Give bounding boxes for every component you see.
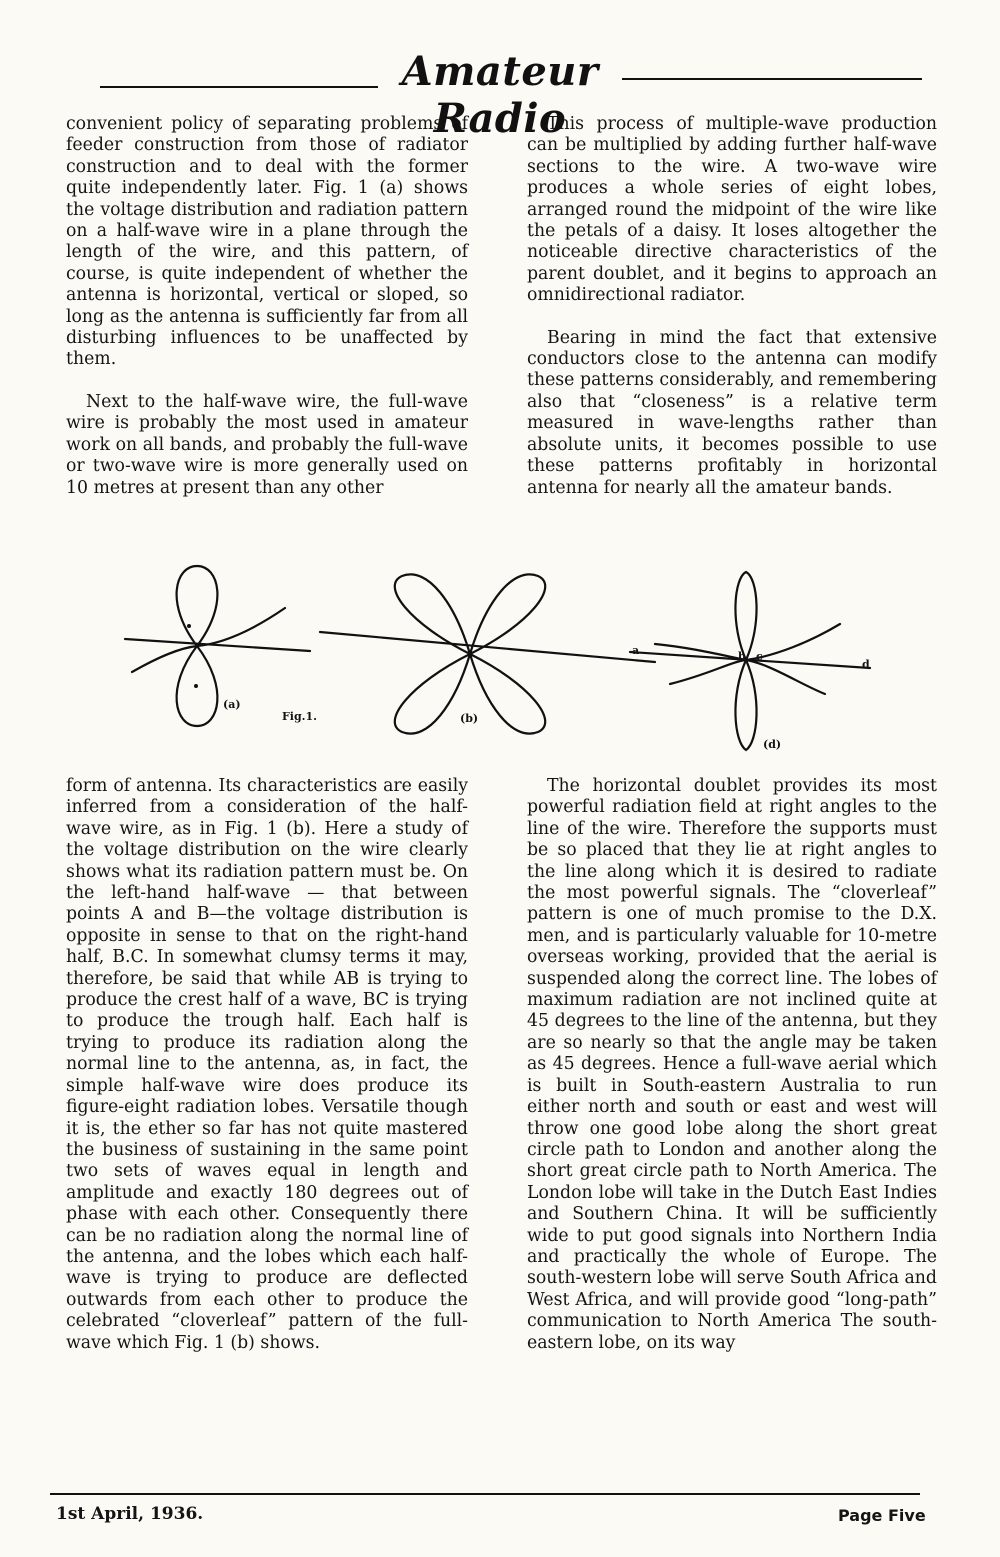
point-label-a: a (632, 644, 640, 657)
paragraph: Next to the half-wave wire, the full-wave wire is probably the most used in amateur work on all bands, and probably the full-wave or two-wave wire is more generally used on 10 metres at present than any other (66, 391, 468, 498)
lobe (177, 566, 218, 646)
paragraph: This process of multiple-wave production can be multiplied by adding further half-wave sections to the wire. A two-wave wire produces a whole series of eight lobes, arranged round the midpoint of the wire like the petals of a daisy. It loses altogether the noticeable directive characteristics of the parent doublet, and it begins to approach an omnidirectional radiator. (527, 114, 937, 306)
figure-label-a: (a) (223, 698, 241, 711)
page-number: Page Five (838, 1506, 926, 1525)
figure-caption: Fig.1. (282, 710, 317, 723)
figure-drawing (110, 564, 890, 760)
paragraph: convenient policy of separating problems of feeder construction from those of radiator construction and to deal with the former quite independently later. Fig. 1 (a) shows the voltage distribution and radiation pattern on a half-wave wire in a plane through the length of the wire, and this pattern, of course, is quite independent of whether the antenna is horizontal, vertical or sloped, so long as the antenna is sufficiently far from all disturbing influences to be unaffected by them. (66, 114, 468, 370)
point-label-b: b (738, 650, 746, 663)
point-label-d: d (862, 658, 870, 671)
lobe (470, 654, 545, 734)
column-top-left (66, 114, 468, 499)
half-wave-pattern (125, 566, 310, 726)
masthead-rule-left (100, 86, 378, 88)
figure-1-radiation-patterns (110, 564, 890, 760)
paragraph: The horizontal doublet provides its most powerful radiation field at right angles to the line of the wire. Therefore the supports must be so placed that they lie at right angles to the line along which it is desired to radiate the most powerful signals. The “cloverleaf” pattern is one of much promise to the D.X. men, and is particularly valuable for 10-metre overseas working, provided that the aerial is suspended along the correct line. The lobes of maximum radiation are not inclined quite at 45 degrees to the line of the antenna, but they are so nearly so that the angle may be taken as 45 degrees. Hence a full-wave aerial which is built in South-eastern Australia to run either north and south or east and west will throw one good lobe along the short great circle path to London and another along the short great circle path to North America. The London lobe will take in the Dutch East Indies and Southern China. It will be sufficiently wide to put good signals into Northern India and practically the whole of Europe. The south-western lobe will serve South Africa and West Africa, and will provide good “long-path” communication to North America The south-eastern lobe, on its way (527, 776, 937, 1353)
figure-label-d: (d) (763, 738, 782, 751)
lobe (735, 660, 756, 750)
point-label-c: c (756, 650, 763, 663)
magazine-title: Amateur Radio (401, 48, 599, 142)
figure-label-b: (b) (460, 712, 479, 725)
paragraph: form of antenna. Its characteristics are easily inferred from a consideration of the half-wave wire, as in Fig. 1 (b). Here a study of the voltage distribution on the wire clearly shows what its radiation pattern must be. On the left-hand half-wave — that between points A and B—the voltage distribution is opposite in sense to that on the right-hand half, B.C. In somewhat clumsy terms it may, therefore, be said that while AB is trying to produce the crest half of a wave, BC is trying to produce the trough half. Each half is trying to produce its radiation along the normal line to the antenna, as, in fact, the simple half-wave wire does produce its figure-eight radiation lobes. Versatile though it is, the ether so far has not quite mastered the business of sustaining in the same point two sets of waves equal in length and amplitude and exactly 180 degrees out of phase with each other. Consequently there can be no radiation along the normal line of the antenna, and the lobes which each half-wave is trying to produce are deflected outwards from each other to produce the celebrated “cloverleaf” pattern of the full-wave which Fig. 1 (b) shows. (66, 776, 468, 1353)
two-wave-pattern (320, 574, 655, 733)
lobe (735, 572, 756, 660)
lobe (470, 574, 545, 654)
footer-rule (50, 1493, 920, 1495)
paragraph: Bearing in mind the fact that extensive conductors close to the antenna can modify these patterns considerably, and remembering also that “closeness” is a relative term measured in wave-lengths rather than absolute units, it becomes possible to use these patterns profitably in horizontal antenna for nearly all the amateur bands. (527, 327, 937, 498)
point-marker (194, 684, 198, 688)
lobe (395, 654, 470, 734)
masthead (0, 0, 1000, 142)
column-top-right (527, 114, 937, 499)
point-marker (187, 624, 191, 628)
wire-line (320, 632, 655, 662)
column-bottom-right (527, 776, 937, 1354)
column-bottom-left (66, 776, 468, 1354)
wire-line (125, 639, 310, 651)
full-wave-pattern (630, 572, 870, 750)
issue-date: 1st April, 1936. (56, 1504, 204, 1524)
masthead-rule-right (622, 78, 922, 80)
